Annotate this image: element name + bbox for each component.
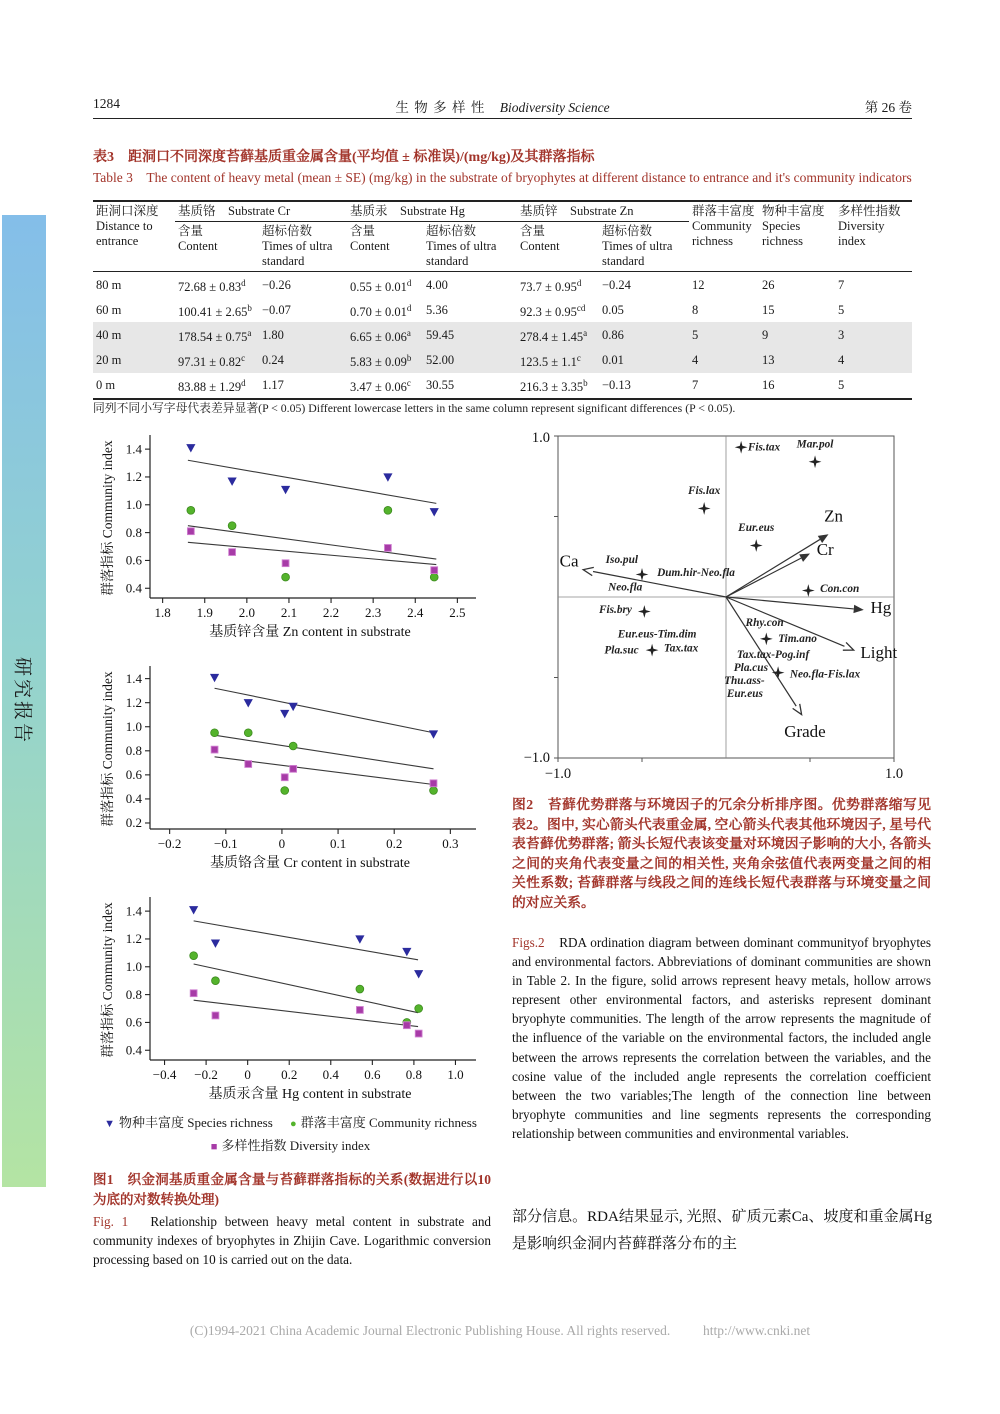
table-cell: 1.80 [262, 327, 284, 342]
axes [126, 666, 476, 851]
y-tick-label: 1.2 [125, 469, 142, 485]
trend-line [194, 921, 418, 960]
col-times: 超标倍数 Times of ultra standard [426, 224, 497, 268]
axis-tick-label: 1.0 [531, 430, 550, 446]
axis-tick-label: 1.0 [884, 766, 904, 782]
data-point [229, 549, 236, 556]
trend-line [188, 542, 436, 564]
circle-marker-icon: ● [290, 1118, 297, 1130]
x-tick-label: 2.0 [238, 605, 255, 620]
community-label: Neo.fla [608, 581, 643, 594]
series-species-richness [189, 906, 423, 978]
table-cell: 83.88 ± 1.29$^d$ [178, 378, 246, 395]
env-factor-label: Hg [870, 598, 892, 618]
data-point [290, 765, 297, 772]
table-row [93, 297, 912, 322]
section-sidebar [2, 215, 46, 1187]
table-cell: 5 [692, 327, 699, 342]
x-tick-label: 2.1 [280, 605, 298, 620]
figure1-caption [93, 1170, 491, 1269]
community-label: Neo.fla-Fis.lax [789, 668, 861, 681]
data-point [187, 506, 195, 514]
community-label: Iso.pul [605, 554, 639, 567]
x-tick-label: −0.2 [194, 1067, 218, 1082]
x-tick-label: −0.4 [152, 1067, 177, 1082]
journal-title-zh: 生 物 多 样 性 [395, 100, 486, 115]
table3-body [93, 272, 912, 399]
table-cell: 7 [692, 378, 699, 393]
table-cell: 40 m [96, 327, 122, 342]
data-point [244, 699, 253, 707]
table-cell: 60 m [96, 302, 122, 317]
community-star-marker [638, 605, 651, 618]
table-cell: 216.3 ± 3.35$^b$ [520, 378, 588, 395]
data-point [289, 703, 298, 711]
table3 [93, 200, 912, 400]
legend-item-species [104, 1115, 273, 1130]
col-group-1: 基质汞 Substrate Hg [347, 201, 517, 222]
header-rule [93, 118, 912, 119]
community-label: Eur.eus [738, 521, 775, 534]
table-cell: 5 [838, 378, 845, 393]
table-cell: 15 [762, 302, 775, 317]
col-tail-1: 物种丰富度 Species richness [762, 204, 825, 248]
table-cell: −0.26 [262, 277, 291, 292]
hg-scatter-plot [98, 892, 484, 1118]
arrow-cr [726, 540, 834, 597]
table-cell: 0.55 ± 0.01$^d$ [350, 277, 412, 294]
table-cell: 0.86 [602, 327, 624, 342]
community-label: Pla.suc [604, 644, 639, 657]
x-tick-label: 0 [244, 1067, 251, 1082]
data-point [245, 761, 252, 768]
col-times: 超标倍数 Times of ultra standard [602, 224, 673, 268]
col-group-2: 基质锌 Substrate Zn [517, 201, 689, 222]
trend-line [215, 688, 434, 733]
table-cell: 3.47 ± 0.06$^c$ [350, 378, 411, 395]
data-point [430, 780, 437, 787]
axis-tick-label: −1.0 [544, 766, 572, 782]
table-cell: 0 m [96, 378, 116, 393]
table-cell: 59.45 [426, 327, 455, 342]
community-label: Con.con [820, 583, 860, 596]
y-tick-label: 1.2 [125, 694, 142, 710]
table3-caption-en: Table 3 The content of heavy metal (mean ± SE) (mg/kg) in the substrate of bryophytes at different distance to entrance and it's community indicators [93, 170, 912, 185]
data-point [414, 970, 423, 978]
x-tick-label: −0.1 [213, 836, 238, 851]
community-star-marker [760, 632, 773, 645]
table-cell: 6.65 ± 0.06$^a$ [350, 327, 411, 344]
section-sidebar-label: 研究报告 [11, 656, 33, 746]
square-marker-icon: ■ [210, 1141, 218, 1153]
series-species-richness [186, 444, 439, 516]
community-star-marker [735, 441, 748, 454]
data-point [189, 906, 198, 914]
x-tick-label: 2.4 [407, 605, 424, 620]
cr-scatter-plot [98, 661, 484, 887]
series-community-richness [190, 952, 423, 1027]
y-tick-label: 0.6 [125, 1014, 142, 1030]
table-cell: 0.05 [602, 302, 624, 317]
x-tick-label: 0.8 [405, 1067, 423, 1082]
community-star-marker [636, 568, 649, 581]
page-number: 1284 [93, 96, 120, 111]
figure1-legend [93, 1112, 488, 1158]
table3-footnote: 同列不同小写字母代表差异显著(P < 0.05) Different lowercase letters in the same column represent significant differences (P < 0.05). [93, 401, 736, 415]
data-point [190, 952, 198, 960]
x-tick-label: 0 [278, 836, 286, 851]
env-factor-label: Grade [784, 722, 826, 742]
figure2-caption-en-text: RDA ordination diagram between dominant communityof bryophytes and environmental factors. Abbreviations of dominant communities are shown in Table 2. In the figure, solid arrows represent heavy metals, hollow arrows represent other environmental factors, and asterisks represent dominant bryophyte communities. The length of the arrow represents the magnitude of the influence of the variable on the environmental factors, the included angle between the arrows represents the correlation between the variables, and the cosine value of the included angle represents the correlation coefficient between the two variables;The length of the connection line between bryophyte communities and line segments represents the corresponding relationship between communities and environmental variables. [512, 935, 932, 1141]
col-tail-2: 多样性指数 Diversity index [838, 204, 901, 248]
data-point [415, 1005, 423, 1013]
community-label: Dum.hir-Neo.fla [657, 567, 735, 580]
col-group-0: 基质铬 Substrate Cr [175, 201, 347, 222]
data-point [356, 1007, 363, 1014]
legend-label-zh: 群落丰富度 [300, 1115, 366, 1130]
table-cell: 13 [762, 353, 775, 368]
community-label: Fis.bry [598, 604, 632, 617]
legend-item-diversity [211, 1138, 370, 1153]
series-diversity-index [187, 528, 437, 574]
figure1-plots [98, 430, 484, 1123]
journal-title-en: Biodiversity Science [499, 100, 610, 115]
data-point [280, 710, 289, 718]
community-label: Eur.eus [726, 687, 763, 700]
table-cell: 92.3 ± 0.95$^{cd}$ [520, 302, 586, 319]
table-cell: 20 m [96, 353, 122, 368]
y-tick-label: 1.0 [125, 496, 142, 512]
x-tick-label: 0.6 [364, 1067, 381, 1082]
table-cell: 52.00 [426, 353, 455, 368]
figure1-caption-en-text: Relationship between heavy metal content in substrate and community indexes of bryophytes in Zhijin Cave. Logarithmic conversion processing based on 10 is carried out on the data. [93, 1214, 492, 1267]
series-community-richness [187, 506, 438, 581]
figure2-caption-en [512, 933, 931, 1143]
col-times: 超标倍数 Times of ultra standard [262, 224, 333, 268]
data-point [211, 746, 218, 753]
community-label: Tax.tax-Pog.inf [736, 649, 810, 662]
table-cell: 7 [838, 277, 845, 292]
legend-label-en: Community richness [368, 1115, 477, 1130]
data-point [282, 573, 290, 581]
table-cell: 178.54 ± 0.75$^a$ [178, 327, 252, 344]
data-point [384, 545, 391, 552]
community-star-marker [646, 644, 659, 657]
table-cell: 73.7 ± 0.95$^d$ [520, 277, 582, 294]
data-point [356, 985, 364, 993]
table-cell: −0.13 [602, 378, 631, 393]
y-tick-label: 0.4 [125, 1042, 142, 1058]
col-content: 含量 Content [178, 224, 218, 253]
x-tick-label: 0.2 [281, 1067, 298, 1082]
data-point [228, 478, 237, 486]
table-cell: 26 [762, 277, 775, 292]
trend-line [194, 1000, 418, 1026]
table-cell: 9 [762, 327, 769, 342]
data-point [355, 935, 364, 943]
x-tick-label: 0.3 [442, 836, 459, 851]
table-cell: 0.70 ± 0.01$^d$ [350, 302, 412, 319]
x-tick-label: 0.1 [329, 836, 347, 851]
community-label: Mar.pol [796, 438, 834, 451]
community-label: Thu.ass- [724, 674, 765, 687]
figure2-label: Figs.2 [512, 935, 545, 950]
data-point [383, 473, 392, 481]
data-point [402, 948, 411, 956]
table-row [93, 272, 912, 298]
data-point [281, 774, 288, 781]
x-axis-label: 基质汞含量 Hg content in substrate [208, 1087, 412, 1102]
y-tick-label: 1.0 [125, 958, 142, 974]
volume-label: 第 26 卷 [864, 100, 912, 115]
y-tick-label: 0.6 [125, 552, 142, 568]
data-point [190, 990, 197, 997]
table-cell: 4 [692, 353, 699, 368]
data-point [384, 506, 392, 514]
data-point [210, 674, 219, 682]
figure2-caption-zh: 图2 苔藓优势群落与环境因子的冗余分析排序图。优势群落缩写见表2。图中, 实心箭头代表重金属, 空心箭头代表其他环境因子, 星号代表苔藓优势群落; 箭头长短代表该变量对环境因子影响的大小, 各箭头之间的夹角代表变量之间的相关性, 夹角余弦值代表两变量之间的相关性系数; 苔藓群落与线段之间的连线长短代表群落与环境变量之间的对应关系。 [512, 797, 931, 910]
figure1-label: Fig. 1 [93, 1214, 129, 1229]
community-label: Tax.tax [663, 642, 699, 655]
data-point [430, 508, 439, 516]
footer-url: http://www.cnki.net [702, 1323, 811, 1338]
env-factor-label: Light [860, 643, 898, 663]
table-cell: 0.01 [602, 353, 624, 368]
axes [126, 435, 476, 620]
y-tick-label: 1.0 [125, 718, 142, 734]
figure1-caption-en [93, 1212, 491, 1269]
community-label: Pla.cus [733, 662, 768, 675]
table-cell: −0.24 [602, 277, 631, 292]
community-label: Tim.ano [778, 633, 817, 646]
data-point [228, 522, 236, 530]
table-cell: 30.55 [426, 378, 455, 393]
data-point [187, 528, 194, 535]
table-cell: 3 [838, 327, 845, 342]
table-cell: 5 [838, 302, 845, 317]
community-star-marker [802, 584, 815, 597]
axis-tick-label: −1.0 [523, 750, 550, 766]
legend-label-en: Species richness [187, 1115, 273, 1130]
community-star-marker [772, 666, 785, 679]
data-point [430, 573, 438, 581]
series-species-richness [210, 674, 438, 739]
col-tail-0: 群落丰富度 Community richness [692, 204, 755, 248]
legend-label-en: Diversity index [289, 1138, 371, 1153]
data-point [212, 1012, 219, 1019]
y-tick-label: 0.8 [125, 743, 142, 759]
data-point [403, 1022, 410, 1029]
col-distance: 距洞口深度 Distance to entrance [96, 204, 159, 248]
table-cell: 72.68 ± 0.83$^d$ [178, 277, 246, 294]
y-tick-label: 0.8 [125, 986, 142, 1002]
data-point [186, 444, 195, 452]
community-label: Eur.eus-Tim.dim [617, 628, 697, 641]
community-star-marker [698, 502, 711, 515]
figure2-rda-diagram [513, 428, 923, 793]
env-factor-label: Zn [824, 506, 843, 526]
legend-label-zh: 多样性指数 [221, 1138, 287, 1153]
data-point [430, 787, 438, 795]
data-point [211, 729, 219, 737]
legend-label-zh: 物种丰富度 [118, 1115, 184, 1130]
x-tick-label: 1.0 [447, 1067, 464, 1082]
trend-line [194, 964, 418, 1013]
table-cell: 12 [692, 277, 705, 292]
data-point [212, 977, 220, 985]
trend-line [188, 460, 436, 503]
y-tick-label: 0.6 [125, 767, 142, 783]
x-tick-label: 0.4 [322, 1067, 339, 1082]
x-tick-label: 2.2 [322, 605, 340, 620]
y-tick-label: 1.2 [125, 931, 142, 947]
legend-item-community [290, 1115, 477, 1130]
table3-caption [93, 146, 916, 186]
data-point [282, 560, 289, 567]
data-point [211, 940, 220, 948]
table-cell: 4.00 [426, 277, 448, 292]
col-content: 含量 Content [520, 224, 560, 253]
community-label: Rhy.con [745, 616, 784, 629]
community-star-marker [809, 455, 822, 468]
table-cell: −0.07 [262, 302, 291, 317]
table-cell: 278.4 ± 1.45$^a$ [520, 327, 588, 344]
x-tick-label: −0.2 [157, 836, 182, 851]
table-row [93, 322, 912, 347]
data-point [244, 729, 252, 737]
page-footer [0, 1323, 1000, 1339]
x-tick-label: 2.5 [449, 605, 466, 620]
y-tick-label: 0.4 [125, 580, 142, 596]
y-tick-label: 1.4 [125, 670, 142, 686]
x-tick-label: 1.9 [196, 605, 213, 620]
table-cell: 1.17 [262, 378, 284, 393]
table-cell: 97.31 ± 0.82$^c$ [178, 352, 246, 370]
x-tick-label: 1.8 [154, 605, 171, 620]
y-tick-label: 0.8 [125, 524, 142, 540]
axes [126, 897, 476, 1082]
table-cell: 80 m [96, 277, 122, 292]
table3-caption-zh: 表3 距洞口不同深度苔藓基质重金属含量(平均值 ± 标准误)/(mg/kg)及其群落指标 [93, 150, 595, 165]
table-cell: 8 [692, 302, 699, 317]
community-label: Fis.lax [687, 484, 721, 497]
trend-line [188, 526, 436, 559]
env-factor-label: Ca [559, 551, 579, 571]
table-row [93, 347, 912, 372]
triangle-marker-icon: ▼ [104, 1118, 115, 1130]
x-tick-label: 0.2 [386, 836, 403, 851]
data-point [281, 787, 289, 795]
figure1-caption-zh: 图1 织金洞基质重金属含量与苔藓群落指标的关系(数据进行以10为底的对数转换处理) [93, 1172, 491, 1207]
journal-title [93, 96, 912, 116]
table-cell: 16 [762, 378, 775, 393]
zn-scatter-plot [98, 430, 484, 656]
table3-header [93, 201, 912, 272]
y-axis-label: 群落指标 Community index [100, 440, 115, 596]
rda-biplot [513, 428, 923, 793]
table-cell: 5.83 ± 0.09$^b$ [350, 352, 412, 370]
env-factor-label: Cr [816, 540, 834, 560]
community-star-marker [750, 539, 763, 552]
table-row [93, 373, 912, 399]
table-cell: 100.41 ± 2.65$^b$ [178, 302, 252, 319]
copyright-text: (C)1994-2021 China Academic Journal Electronic Publishing House. All rights reserved. [189, 1323, 671, 1338]
x-tick-label: 2.3 [365, 605, 382, 620]
x-axis-label: 基质铬含量 Cr content in substrate [210, 856, 410, 871]
body-paragraph: 部分信息。RDA结果显示, 光照、矿质元素Ca、坡度和重金属Hg是影响织金洞内苔藓群落分布的主 [512, 1209, 932, 1252]
y-tick-label: 1.4 [125, 441, 142, 457]
table-cell: 0.24 [262, 353, 284, 368]
col-content: 含量 Content [350, 224, 390, 253]
y-axis-label: 群落指标 Community index [100, 902, 115, 1058]
data-point [431, 567, 438, 574]
community-label: Fis.tax [747, 441, 781, 454]
data-point [289, 742, 297, 750]
y-tick-label: 0.4 [125, 791, 142, 807]
y-tick-label: 1.4 [125, 903, 142, 919]
table-cell: 123.5 ± 1.1$^c$ [520, 352, 581, 370]
table-cell: 5.36 [426, 302, 448, 317]
data-point [281, 486, 290, 494]
y-tick-label: 0.2 [125, 815, 142, 831]
data-point [429, 730, 438, 738]
table-cell: 4 [838, 353, 845, 368]
y-axis-label: 群落指标 Community index [100, 671, 115, 827]
x-axis-label: 基质锌含量 Zn content in substrate [209, 625, 411, 640]
data-point [415, 1030, 422, 1037]
